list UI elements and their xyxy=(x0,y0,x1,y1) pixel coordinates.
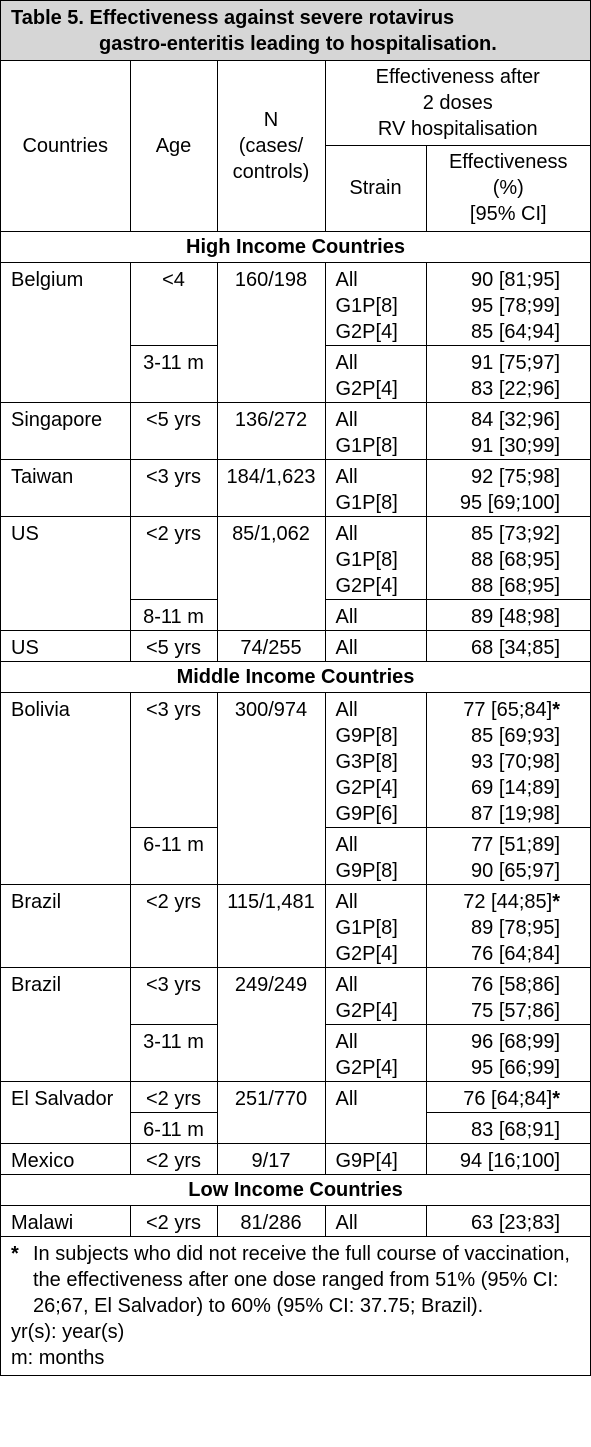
effectiveness-value xyxy=(427,521,561,547)
effectiveness-text: 95 [69;100] xyxy=(459,491,561,514)
age-cell: 8-11 m xyxy=(130,599,217,630)
age-cell: <3 yrs xyxy=(130,459,217,516)
strain-value: G1P[8] xyxy=(335,491,398,514)
effectiveness-value xyxy=(427,749,561,775)
effectiveness-cell xyxy=(426,262,590,345)
header-eff-line: (%) xyxy=(492,177,524,199)
country-cell: Bolivia xyxy=(1,692,130,884)
effectiveness-cell xyxy=(426,402,590,459)
table-row xyxy=(1,262,590,345)
effectiveness-text: 76 [58;86] xyxy=(471,973,561,996)
strain-cell xyxy=(325,345,426,402)
strain-cell: All xyxy=(325,1081,426,1143)
country-cell: Brazil xyxy=(1,967,130,1081)
effectiveness-cell xyxy=(426,516,590,599)
abbreviation-years: yr(s): year(s) xyxy=(11,1320,125,1343)
effectiveness-text: 90 [65;97] xyxy=(471,859,561,882)
strain-cell xyxy=(325,1024,426,1081)
effectiveness-text: 84 [32;96] xyxy=(471,408,561,431)
n-cell: 85/1,062 xyxy=(217,516,325,630)
footnote-marker: * xyxy=(552,698,561,721)
strain-cell xyxy=(325,599,426,630)
table-title xyxy=(1,1,590,61)
header-n-line: (cases/ xyxy=(238,134,304,157)
strain-value: G2P[4] xyxy=(335,574,398,597)
header-group-line: Effectiveness after xyxy=(375,65,540,88)
strain-value: G2P[4] xyxy=(335,1056,398,1079)
effectiveness-text: 94 [16;100] xyxy=(459,1149,561,1172)
strain-value: G1P[8] xyxy=(335,434,398,457)
effectiveness-value xyxy=(427,697,561,723)
strain-value: All xyxy=(335,698,358,721)
table-body xyxy=(1,231,590,1236)
n-cell: 160/198 xyxy=(217,262,325,402)
effectiveness-cell xyxy=(426,1112,590,1143)
effectiveness-value xyxy=(427,1148,561,1174)
age-cell: <2 yrs xyxy=(130,516,217,599)
country-cell: Taiwan xyxy=(1,459,130,516)
effectiveness-value xyxy=(427,350,561,376)
age-cell: <5 yrs xyxy=(130,630,217,661)
effectiveness-text: 77 [65;84] xyxy=(463,698,553,721)
age-cell: 6-11 m xyxy=(130,827,217,884)
section-row xyxy=(1,661,590,692)
strain-cell xyxy=(325,1205,426,1236)
effectiveness-value xyxy=(427,1086,561,1112)
strain-value: All xyxy=(335,636,358,659)
strain-value: G2P[4] xyxy=(335,999,398,1022)
strain-value: G3P[8] xyxy=(335,750,398,773)
effectiveness-value xyxy=(427,267,561,293)
footnote-symbol: * xyxy=(11,1242,19,1265)
effectiveness-table xyxy=(1,61,590,1237)
strain-value: All xyxy=(335,522,358,545)
effectiveness-cell xyxy=(426,1081,590,1112)
strain-cell xyxy=(325,516,426,599)
header-n-line: N xyxy=(263,108,279,131)
header-group-line: 2 doses xyxy=(422,91,493,114)
effectiveness-value xyxy=(427,801,561,827)
age-cell: <2 yrs xyxy=(130,1143,217,1174)
effectiveness-value xyxy=(427,972,561,998)
effectiveness-text: 96 [68;99] xyxy=(471,1030,561,1053)
effectiveness-value xyxy=(427,1055,561,1081)
strain-cell xyxy=(325,827,426,884)
strain-value: G2P[4] xyxy=(335,776,398,799)
strain-value: G2P[4] xyxy=(335,377,398,400)
age-cell: 3-11 m xyxy=(130,1024,217,1081)
effectiveness-text: 87 [19;98] xyxy=(471,802,561,825)
effectiveness-text: 95 [78;99] xyxy=(471,294,561,317)
effectiveness-text: 75 [57;86] xyxy=(471,999,561,1022)
effectiveness-cell xyxy=(426,599,590,630)
effectiveness-text: 85 [69;93] xyxy=(471,724,561,747)
effectiveness-value xyxy=(427,635,561,661)
section-row xyxy=(1,231,590,262)
strain-value: All xyxy=(335,973,358,996)
strain-cell xyxy=(325,459,426,516)
effectiveness-value xyxy=(427,547,561,573)
effectiveness-value xyxy=(427,1029,561,1055)
strain-value: All xyxy=(335,890,358,913)
country-cell: US xyxy=(1,630,130,661)
effectiveness-text: 69 [14;89] xyxy=(471,776,561,799)
n-cell: 9/17 xyxy=(217,1143,325,1174)
table-row xyxy=(1,967,590,1024)
age-cell: 6-11 m xyxy=(130,1112,217,1143)
effectiveness-cell xyxy=(426,1143,590,1174)
effectiveness-value xyxy=(427,433,561,459)
footnote-marker: * xyxy=(552,890,561,913)
effectiveness-text: 88 [68;95] xyxy=(471,574,561,597)
header-group-line: RV hospitalisation xyxy=(377,117,538,140)
strain-value: G9P[4] xyxy=(335,1149,398,1172)
effectiveness-value xyxy=(427,604,561,630)
strain-value: All xyxy=(335,408,358,431)
effectiveness-value xyxy=(427,464,561,490)
effectiveness-text: 85 [64;94] xyxy=(471,320,561,343)
header-effectiveness-group xyxy=(325,61,590,145)
strain-cell xyxy=(325,630,426,661)
section-heading: Middle Income Countries xyxy=(1,661,590,692)
n-cell: 184/1,623 xyxy=(217,459,325,516)
effectiveness-text: 90 [81;95] xyxy=(471,268,561,291)
table-row xyxy=(1,516,590,599)
effectiveness-text: 77 [51;89] xyxy=(471,833,561,856)
strain-value: G1P[8] xyxy=(335,916,398,939)
title-line-1: Table 5. Effectiveness against severe rotavirus xyxy=(11,7,455,29)
strain-value: G9P[8] xyxy=(335,859,398,882)
effectiveness-text: 91 [30;99] xyxy=(471,434,561,457)
n-cell: 136/272 xyxy=(217,402,325,459)
country-cell: Brazil xyxy=(1,884,130,967)
section-heading: High Income Countries xyxy=(1,231,590,262)
strain-value: G1P[8] xyxy=(335,294,398,317)
table-row xyxy=(1,1143,590,1174)
n-cell: 115/1,481 xyxy=(217,884,325,967)
abbreviation-months: m: months xyxy=(11,1346,105,1369)
effectiveness-value xyxy=(427,832,561,858)
strain-cell xyxy=(325,692,426,827)
effectiveness-text: 72 [44;85] xyxy=(463,890,553,913)
header-effectiveness xyxy=(426,145,590,231)
effectiveness-text: 76 [64;84] xyxy=(463,1087,553,1110)
age-cell: <5 yrs xyxy=(130,402,217,459)
effectiveness-cell xyxy=(426,459,590,516)
effectiveness-text: 93 [70;98] xyxy=(471,750,561,773)
country-cell: Mexico xyxy=(1,1143,130,1174)
effectiveness-value xyxy=(427,941,561,967)
effectiveness-cell xyxy=(426,967,590,1024)
strain-cell xyxy=(325,1143,426,1174)
title-line-2: gastro-enteritis leading to hospitalisation. xyxy=(99,33,497,55)
table-row xyxy=(1,630,590,661)
age-cell: <3 yrs xyxy=(130,967,217,1024)
header-age: Age xyxy=(130,61,217,231)
age-cell: <2 yrs xyxy=(130,1081,217,1112)
country-cell: Malawi xyxy=(1,1205,130,1236)
strain-cell xyxy=(325,884,426,967)
table-row xyxy=(1,402,590,459)
header-n-line: controls) xyxy=(232,160,310,183)
table-row xyxy=(1,692,590,827)
effectiveness-value xyxy=(427,915,561,941)
strain-value: All xyxy=(335,605,358,628)
effectiveness-text: 91 [75;97] xyxy=(471,351,561,374)
country-cell: El Salvador xyxy=(1,1081,130,1143)
strain-value: All xyxy=(335,351,358,374)
effectiveness-value xyxy=(427,1117,561,1143)
footnote-text: In subjects who did not receive the full course of vaccination, the effectiveness after one dose ranged from 51% (95% CI: 26;67, El Salvador) to 60% (95% CI: 37.75; Brazil). xyxy=(33,1242,570,1317)
effectiveness-text: 83 [68;91] xyxy=(471,1118,561,1141)
effectiveness-value xyxy=(427,319,561,345)
effectiveness-cell xyxy=(426,630,590,661)
effectiveness-text: 89 [78;95] xyxy=(471,916,561,939)
strain-value: All xyxy=(335,833,358,856)
header-eff-line: [95% CI] xyxy=(469,203,547,225)
age-cell: 3-11 m xyxy=(130,345,217,402)
effectiveness-text: 63 [23;83] xyxy=(471,1211,561,1234)
table-row xyxy=(1,1081,590,1112)
n-cell: 81/286 xyxy=(217,1205,325,1236)
effectiveness-value xyxy=(427,573,561,599)
effectiveness-text: 68 [34;85] xyxy=(471,636,561,659)
effectiveness-value xyxy=(427,889,561,915)
strain-cell xyxy=(325,262,426,345)
footnote-marker: * xyxy=(552,1087,561,1110)
country-cell: Singapore xyxy=(1,402,130,459)
table-row xyxy=(1,459,590,516)
table-row xyxy=(1,884,590,967)
section-heading: Low Income Countries xyxy=(1,1174,590,1205)
effectiveness-value xyxy=(427,376,561,402)
header-eff-line: Effectiveness xyxy=(448,151,568,173)
country-cell: Belgium xyxy=(1,262,130,402)
effectiveness-text: 85 [73;92] xyxy=(471,522,561,545)
n-cell: 74/255 xyxy=(217,630,325,661)
n-cell: 300/974 xyxy=(217,692,325,884)
effectiveness-value xyxy=(427,293,561,319)
effectiveness-cell xyxy=(426,884,590,967)
effectiveness-value xyxy=(427,775,561,801)
effectiveness-value xyxy=(427,1210,561,1236)
strain-value: G2P[4] xyxy=(335,942,398,965)
effectiveness-value xyxy=(427,723,561,749)
strain-value: All xyxy=(335,465,358,488)
age-cell: <2 yrs xyxy=(130,1205,217,1236)
effectiveness-text: 95 [66;99] xyxy=(471,1056,561,1079)
table-row xyxy=(1,1205,590,1236)
country-cell: US xyxy=(1,516,130,630)
strain-cell xyxy=(325,967,426,1024)
effectiveness-cell xyxy=(426,1205,590,1236)
effectiveness-cell xyxy=(426,692,590,827)
header-n xyxy=(217,61,325,231)
age-cell: <2 yrs xyxy=(130,884,217,967)
effectiveness-value xyxy=(427,490,561,516)
age-cell: <4 xyxy=(130,262,217,345)
strain-cell xyxy=(325,402,426,459)
table-footer xyxy=(1,1237,590,1375)
effectiveness-value xyxy=(427,858,561,884)
strain-value: All xyxy=(335,1211,358,1234)
effectiveness-text: 76 [64;84] xyxy=(471,942,561,965)
footnote xyxy=(11,1241,582,1319)
strain-value: All xyxy=(335,1030,358,1053)
effectiveness-cell xyxy=(426,827,590,884)
strain-value: G9P[6] xyxy=(335,802,398,825)
effectiveness-cell xyxy=(426,1024,590,1081)
strain-value: G2P[4] xyxy=(335,320,398,343)
section-row xyxy=(1,1174,590,1205)
effectiveness-text: 89 [48;98] xyxy=(471,605,561,628)
strain-value: G9P[8] xyxy=(335,724,398,747)
n-cell: 249/249 xyxy=(217,967,325,1081)
age-cell: <3 yrs xyxy=(130,692,217,827)
effectiveness-text: 83 [22;96] xyxy=(471,377,561,400)
header-countries: Countries xyxy=(1,61,130,231)
strain-value: G1P[8] xyxy=(335,548,398,571)
effectiveness-text: 88 [68;95] xyxy=(471,548,561,571)
effectiveness-value xyxy=(427,998,561,1024)
effectiveness-value xyxy=(427,407,561,433)
header-strain: Strain xyxy=(325,145,426,231)
effectiveness-cell xyxy=(426,345,590,402)
effectiveness-text: 92 [75;98] xyxy=(471,465,561,488)
strain-value: All xyxy=(335,268,358,291)
n-cell: 251/770 xyxy=(217,1081,325,1143)
